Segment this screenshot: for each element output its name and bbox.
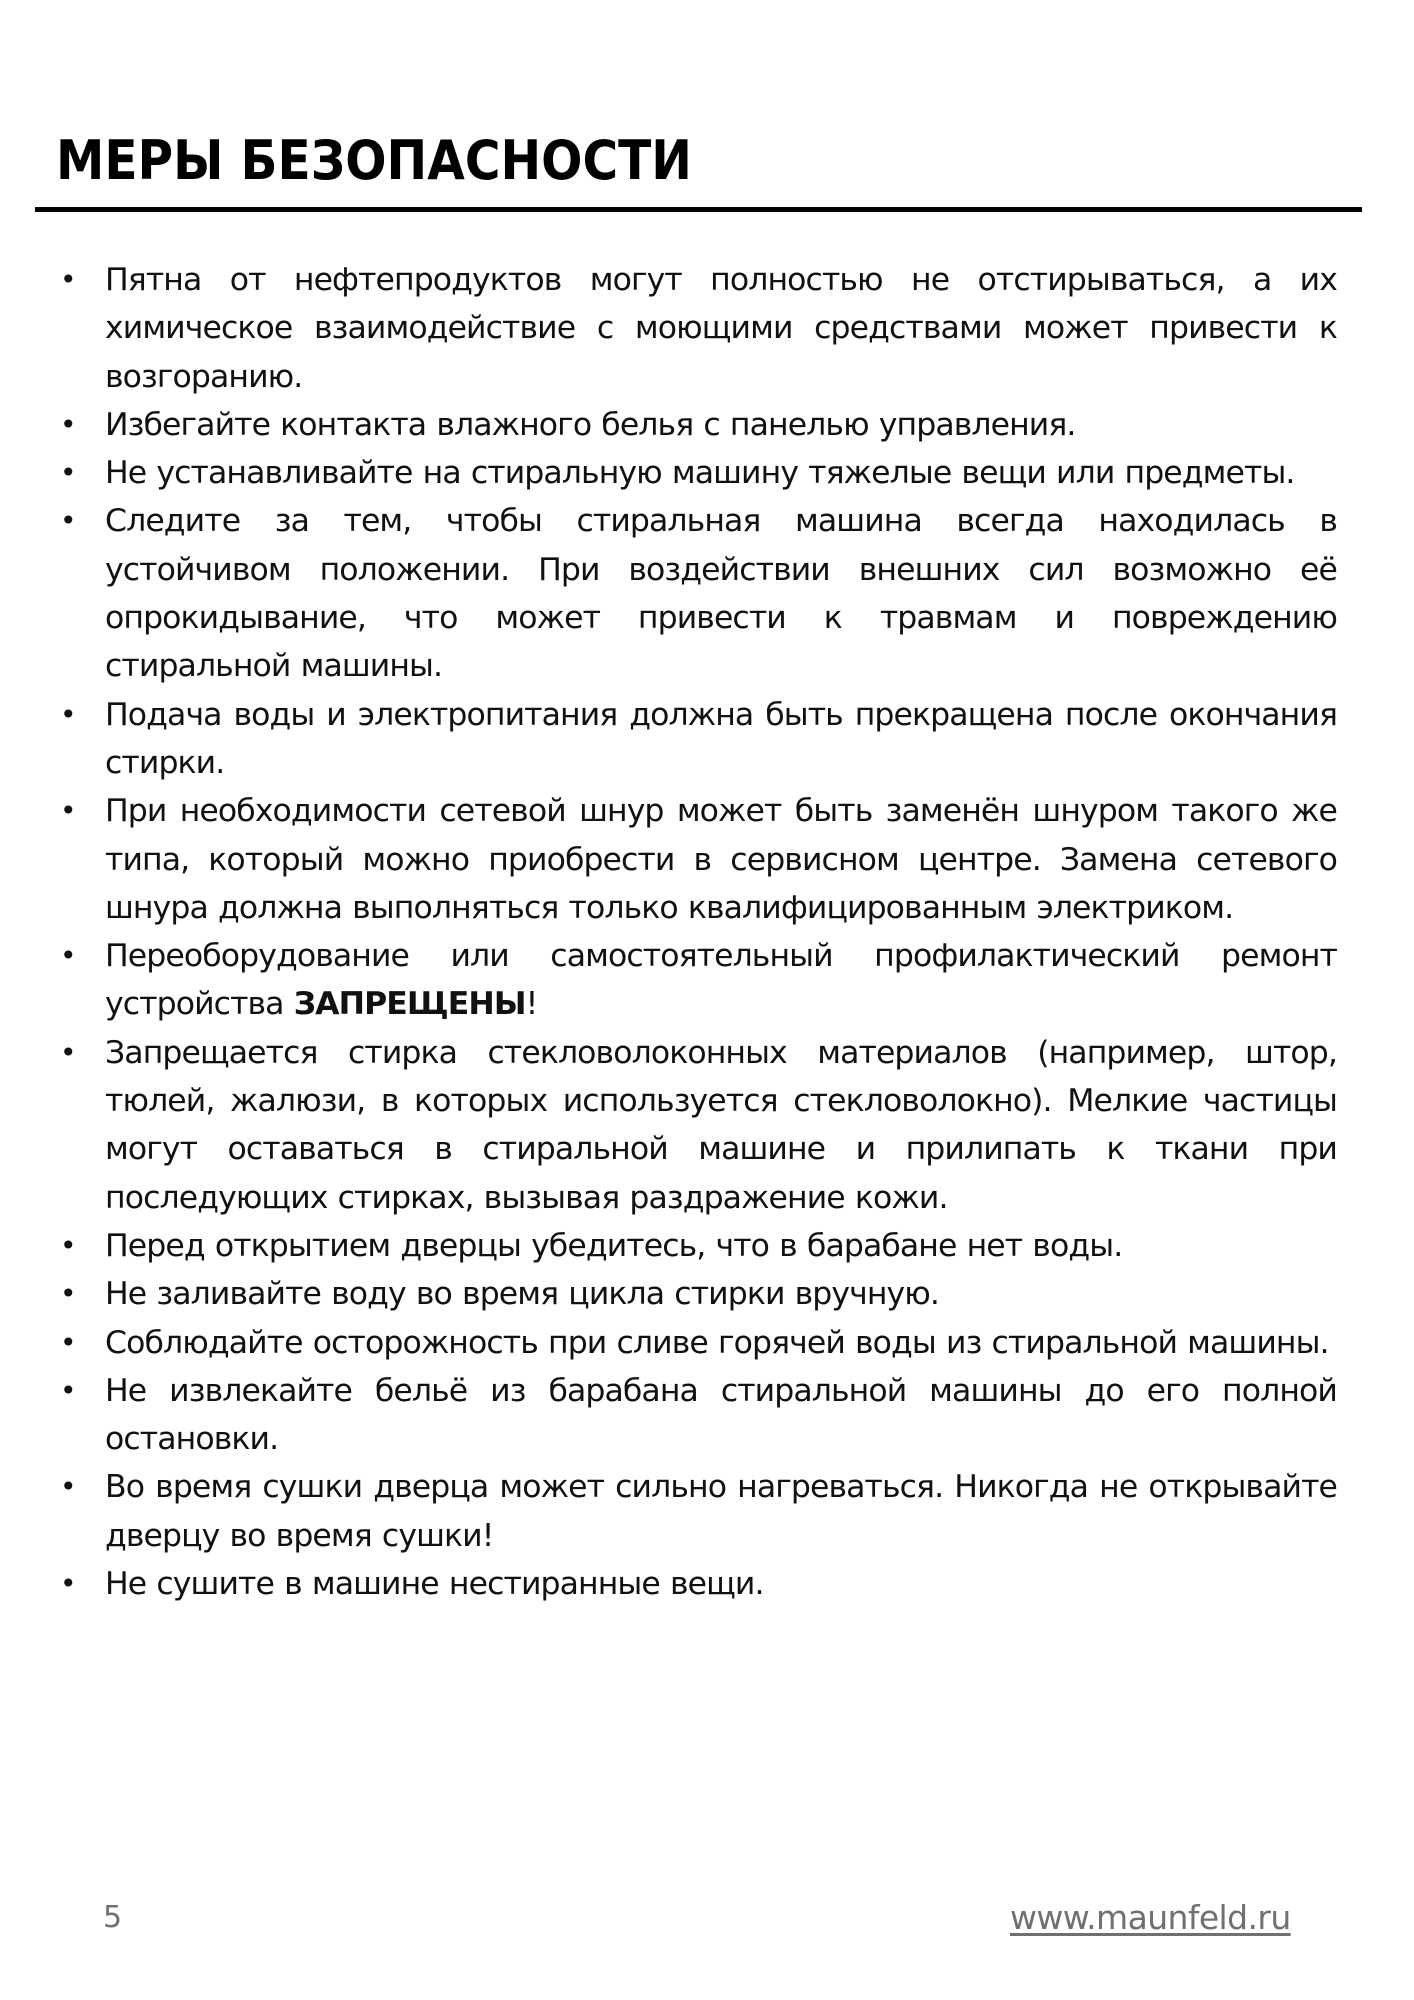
item-text: Не заливайте воду во время цикла стирки вручную.	[105, 1276, 940, 1313]
website-link[interactable]: www.maunfeld.ru	[1010, 1898, 1291, 1937]
list-item	[60, 401, 1337, 449]
list-item	[60, 691, 1337, 788]
bullet-icon: •	[60, 263, 76, 296]
item-text: Подача воды и электропитания должна быть прекращена после окончания стирки.	[105, 696, 1337, 781]
item-text: Не устанавливайте на стиральную машину тяжелые вещи или предметы.	[105, 455, 1295, 492]
item-emphasis: ЗАПРЕЩЕНЫ	[293, 986, 526, 1023]
item-text: Не извлекайте бельё из барабана стиральной машины до его полной остановки.	[105, 1372, 1337, 1458]
list-item	[60, 1270, 1337, 1318]
list-item	[60, 1222, 1337, 1270]
bullet-icon: •	[60, 1373, 76, 1407]
item-text: Переоборудование или самостоятельный профилактический ремонт устройства	[105, 938, 1337, 1023]
bullet-icon: •	[60, 407, 76, 441]
item-text: Запрещается стирка стекловолоконных материалов (например, штор, тюлей, жалюзи, в которых используется стекловолокно). Мелкие частицы могут оставаться в стиральной машине и прилипать к ткани при последующих стирках, вызывая раздражение кожи.	[105, 1034, 1337, 1216]
list-item	[60, 932, 1337, 1029]
page-number: 5	[103, 1900, 123, 1935]
bullet-icon: •	[60, 939, 76, 973]
page-title: МЕРЫ БЕЗОПАСНОСТИ	[56, 129, 692, 192]
list-item	[60, 1560, 1337, 1608]
item-text: Во время сушки дверца может сильно нагреваться. Никогда не открывайте дверцу во время сушки!	[105, 1469, 1337, 1554]
safety-list	[60, 256, 1337, 1608]
bullet-icon: •	[60, 1567, 76, 1601]
title-divider	[35, 207, 1362, 212]
item-text: Соблюдайте осторожность при сливе горячей воды из стиральной машины.	[105, 1324, 1329, 1361]
list-item	[60, 1367, 1337, 1464]
bullet-icon: •	[60, 1277, 76, 1311]
item-text: При необходимости сетевой шнур может быть заменён шнуром такого же типа, который можно приобрести в сервисном центре. Замена сетевого шнура должна выполняться только квалифицированным электриком.	[105, 793, 1337, 926]
item-text: Перед открытием дверцы убедитесь, что в барабане нет воды.	[105, 1227, 1123, 1264]
list-item	[60, 497, 1337, 690]
bullet-icon: •	[60, 794, 76, 828]
bullet-icon: •	[60, 1325, 76, 1359]
item-text: Следите за тем, чтобы стиральная машина всегда находилась в устойчивом положении. При воздействии внешних сил возможно её опрокидывание, что может привести к травмам и повреждению стиральной машины.	[105, 503, 1337, 685]
list-item	[60, 256, 1337, 401]
bullet-icon: •	[60, 504, 76, 538]
list-item	[60, 449, 1337, 497]
bullet-icon: •	[60, 697, 76, 731]
list-item	[60, 787, 1337, 932]
bullet-icon: •	[60, 1470, 76, 1504]
list-item	[60, 1319, 1337, 1367]
bullet-icon: •	[60, 1035, 76, 1069]
item-text: Пятна от нефтепродуктов могут полностью не отстирываться, а их химическое взаимодействие с моющими средствами может привести к возгоранию.	[105, 262, 1337, 395]
bullet-icon: •	[60, 1228, 76, 1262]
bullet-icon: •	[60, 456, 76, 490]
list-item	[60, 1029, 1337, 1222]
list-item	[60, 1463, 1337, 1560]
item-text-after: !	[525, 986, 538, 1023]
item-text: Не сушите в машине нестиранные вещи.	[105, 1566, 764, 1603]
item-text: Избегайте контакта влажного белья с панелью управления.	[105, 406, 1076, 443]
